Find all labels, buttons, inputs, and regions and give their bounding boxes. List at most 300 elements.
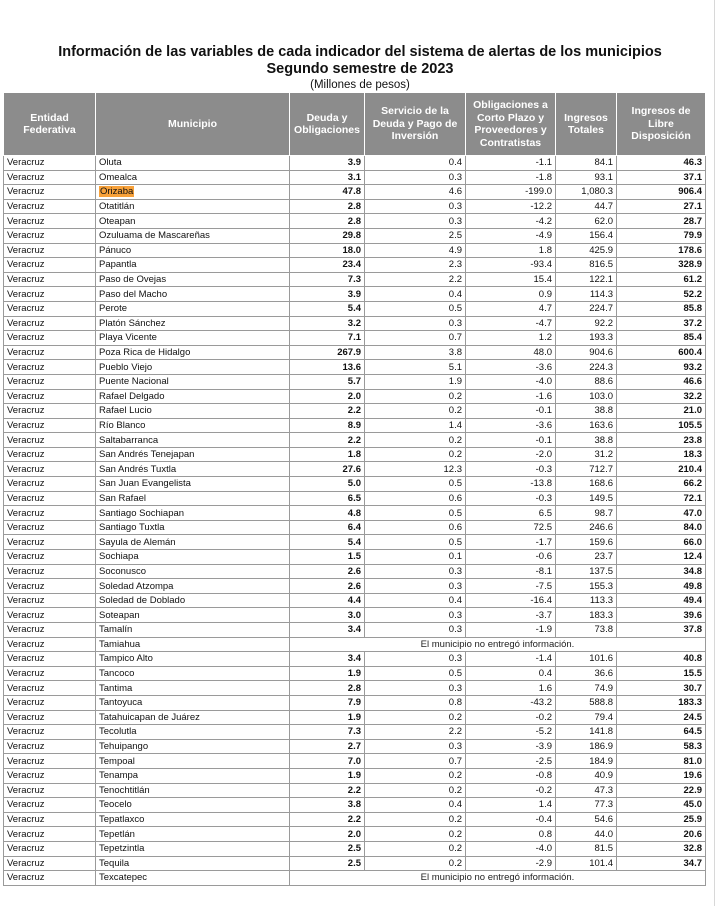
municipio-name: Santiago Sochiapan [99,507,185,519]
cell-ingresos-totales: 47.3 [556,783,617,798]
cell-entidad: Veracruz [4,754,96,769]
cell-deuda: 2.8 [290,214,365,229]
table-row [4,608,706,623]
table-row [4,170,706,185]
no-info-note: El municipio no entregó información. [290,637,706,652]
cell-entidad: Veracruz [4,841,96,856]
cell-ingresos-totales: 74.9 [556,681,617,696]
table-row [4,404,706,419]
cell-ingresos-libre: 52.2 [617,287,706,302]
cell-ingresos-libre: 85.4 [617,331,706,346]
cell-ingresos-libre: 85.8 [617,301,706,316]
cell-municipio [96,491,290,506]
table-row [4,695,706,710]
cell-municipio [96,345,290,360]
units-subtitle: (Millones de pesos) [310,79,410,91]
cell-entidad: Veracruz [4,593,96,608]
cell-deuda: 7.3 [290,272,365,287]
cell-municipio [96,477,290,492]
cell-deuda: 7.9 [290,695,365,710]
cell-entidad: Veracruz [4,433,96,448]
cell-obligaciones-cp: -3.6 [466,418,556,433]
cell-entidad: Veracruz [4,272,96,287]
cell-entidad: Veracruz [4,623,96,638]
cell-servicio-deuda: 3.8 [365,345,466,360]
cell-obligaciones-cp: 1.8 [466,243,556,258]
cell-municipio [96,608,290,623]
table-row [4,593,706,608]
cell-obligaciones-cp: 1.4 [466,798,556,813]
col-header-ingresos-totales: Ingresos Totales [556,93,617,156]
municipio-name: Oteapan [99,215,136,227]
cell-servicio-deuda: 0.7 [365,754,466,769]
table-body [4,156,706,886]
cell-municipio [96,462,290,477]
col-header-municipio: Municipio [96,93,290,156]
municipio-name: Tamalín [99,624,133,636]
table-row [4,623,706,638]
municipio-name: San Juan Evangelista [99,478,191,490]
cell-deuda: 2.2 [290,783,365,798]
cell-deuda: 1.9 [290,666,365,681]
cell-deuda: 2.5 [290,841,365,856]
cell-obligaciones-cp: -43.2 [466,695,556,710]
cell-ingresos-libre: 18.3 [617,447,706,462]
cell-municipio [96,360,290,375]
cell-deuda: 2.2 [290,404,365,419]
cell-servicio-deuda: 0.2 [365,856,466,871]
cell-ingresos-totales: 184.9 [556,754,617,769]
cell-entidad: Veracruz [4,389,96,404]
no-info-note: El municipio no entregó información. [290,871,706,886]
cell-municipio [96,506,290,521]
cell-servicio-deuda: 0.4 [365,287,466,302]
municipio-name: Tequila [99,857,130,869]
cell-ingresos-libre: 32.8 [617,841,706,856]
municipio-name: Rafael Lucio [99,405,152,417]
table-row [4,243,706,258]
cell-ingresos-totales: 98.7 [556,506,617,521]
cell-municipio [96,637,290,652]
col-header-obligaciones-cp: Obligaciones a Corto Plazo y Proveedores y Contratistas [466,93,556,156]
cell-deuda: 2.8 [290,681,365,696]
municipio-name: Texcatepec [99,872,148,884]
cell-ingresos-totales: 163.6 [556,418,617,433]
municipio-name: Tecolutla [99,726,137,738]
cell-ingresos-totales: 101.6 [556,652,617,667]
cell-servicio-deuda: 0.3 [365,652,466,667]
municipio-name: Omealca [99,171,138,183]
cell-obligaciones-cp: -1.6 [466,389,556,404]
cell-entidad: Veracruz [4,374,96,389]
cell-deuda: 3.4 [290,652,365,667]
cell-ingresos-libre: 72.1 [617,491,706,506]
cell-ingresos-libre: 906.4 [617,185,706,200]
municipio-name: Río Blanco [99,419,146,431]
cell-obligaciones-cp: -0.8 [466,768,556,783]
cell-obligaciones-cp: -0.4 [466,812,556,827]
cell-deuda: 29.8 [290,228,365,243]
cell-ingresos-totales: 103.0 [556,389,617,404]
cell-ingresos-libre: 178.6 [617,243,706,258]
cell-servicio-deuda: 0.3 [365,199,466,214]
cell-ingresos-libre: 27.1 [617,199,706,214]
cell-deuda: 3.1 [290,170,365,185]
cell-municipio [96,404,290,419]
cell-municipio [96,228,290,243]
cell-obligaciones-cp: 4.7 [466,301,556,316]
cell-ingresos-libre: 183.3 [617,695,706,710]
cell-entidad: Veracruz [4,287,96,302]
cell-obligaciones-cp: -2.9 [466,856,556,871]
cell-ingresos-libre: 46.3 [617,156,706,171]
cell-deuda: 4.8 [290,506,365,521]
cell-ingresos-totales: 54.6 [556,812,617,827]
cell-entidad: Veracruz [4,856,96,871]
table-row [4,199,706,214]
cell-entidad: Veracruz [4,418,96,433]
cell-deuda: 18.0 [290,243,365,258]
table-row [4,754,706,769]
table-row [4,564,706,579]
table-row [4,725,706,740]
table-row [4,768,706,783]
table-row [4,550,706,565]
table-row [4,360,706,375]
municipio-name: Pánuco [99,244,132,256]
cell-deuda: 2.8 [290,199,365,214]
cell-servicio-deuda: 0.2 [365,389,466,404]
cell-ingresos-libre: 49.4 [617,593,706,608]
cell-entidad: Veracruz [4,827,96,842]
table-row [4,258,706,273]
cell-servicio-deuda: 1.9 [365,374,466,389]
table-row [4,652,706,667]
table-row [4,666,706,681]
cell-municipio [96,156,290,171]
cell-servicio-deuda: 0.2 [365,710,466,725]
cell-entidad: Veracruz [4,447,96,462]
cell-deuda: 1.5 [290,550,365,565]
table-row [4,506,706,521]
cell-municipio [96,243,290,258]
cell-obligaciones-cp: -0.3 [466,491,556,506]
cell-ingresos-libre: 47.0 [617,506,706,521]
cell-entidad: Veracruz [4,301,96,316]
cell-ingresos-totales: 588.8 [556,695,617,710]
cell-obligaciones-cp: -4.0 [466,374,556,389]
cell-obligaciones-cp: -4.0 [466,841,556,856]
cell-servicio-deuda: 0.5 [365,535,466,550]
cell-ingresos-totales: 155.3 [556,579,617,594]
cell-municipio [96,827,290,842]
cell-ingresos-totales: 84.1 [556,156,617,171]
municipio-name: Teocelo [99,799,132,811]
cell-obligaciones-cp: -1.7 [466,535,556,550]
cell-ingresos-totales: 122.1 [556,272,617,287]
cell-deuda: 1.9 [290,768,365,783]
municipio-name: San Andrés Tuxtla [99,463,177,475]
table-row [4,798,706,813]
municipio-name: Tepatlaxco [99,814,145,826]
cell-deuda: 7.0 [290,754,365,769]
cell-servicio-deuda: 1.4 [365,418,466,433]
municipio-name: Paso de Ovejas [99,274,167,286]
cell-entidad: Veracruz [4,185,96,200]
cell-ingresos-totales: 425.9 [556,243,617,258]
cell-ingresos-totales: 159.6 [556,535,617,550]
cell-municipio [96,258,290,273]
cell-ingresos-totales: 224.3 [556,360,617,375]
col-header-deuda: Deuda y Obligaciones [290,93,365,156]
cell-municipio [96,725,290,740]
cell-servicio-deuda: 0.2 [365,404,466,419]
table-row [4,841,706,856]
municipio-name: Papantla [99,259,137,271]
cell-entidad: Veracruz [4,768,96,783]
cell-ingresos-libre: 22.9 [617,783,706,798]
cell-ingresos-libre: 23.8 [617,433,706,448]
cell-deuda: 2.7 [290,739,365,754]
table-row [4,316,706,331]
cell-deuda: 3.4 [290,623,365,638]
cell-servicio-deuda: 0.2 [365,783,466,798]
cell-municipio [96,579,290,594]
cell-municipio [96,214,290,229]
cell-ingresos-libre: 81.0 [617,754,706,769]
table-row [4,681,706,696]
cell-entidad: Veracruz [4,695,96,710]
cell-deuda: 5.4 [290,301,365,316]
cell-servicio-deuda: 0.3 [365,739,466,754]
cell-ingresos-libre: 28.7 [617,214,706,229]
cell-ingresos-totales: 93.1 [556,170,617,185]
cell-servicio-deuda: 0.6 [365,520,466,535]
municipio-name: Soledad de Doblado [99,595,186,607]
cell-municipio [96,695,290,710]
cell-ingresos-totales: 149.5 [556,491,617,506]
cell-ingresos-libre: 64.5 [617,725,706,740]
table-row [4,228,706,243]
cell-obligaciones-cp: -1.4 [466,652,556,667]
cell-entidad: Veracruz [4,798,96,813]
cell-servicio-deuda: 0.3 [365,316,466,331]
cell-municipio [96,447,290,462]
table-row [4,433,706,448]
cell-entidad: Veracruz [4,666,96,681]
cell-entidad: Veracruz [4,404,96,419]
municipio-name: Perote [99,303,127,315]
cell-entidad: Veracruz [4,579,96,594]
cell-municipio [96,783,290,798]
cell-ingresos-totales: 77.3 [556,798,617,813]
cell-municipio [96,666,290,681]
cell-entidad: Veracruz [4,462,96,477]
cell-entidad: Veracruz [4,506,96,521]
cell-servicio-deuda: 0.3 [365,623,466,638]
municipio-name: Soteapan [99,609,140,621]
cell-ingresos-totales: 904.6 [556,345,617,360]
cell-servicio-deuda: 0.2 [365,841,466,856]
table-row [4,579,706,594]
cell-obligaciones-cp: 1.6 [466,681,556,696]
municipio-name: Pueblo Viejo [99,361,153,373]
municipio-name: Tenampa [99,770,139,782]
table-row [4,287,706,302]
cell-deuda: 2.6 [290,579,365,594]
cell-servicio-deuda: 0.5 [365,301,466,316]
cell-entidad: Veracruz [4,710,96,725]
cell-servicio-deuda: 0.5 [365,666,466,681]
municipio-name: Playa Vicente [99,332,157,344]
cell-municipio [96,535,290,550]
cell-deuda: 2.6 [290,564,365,579]
cell-deuda: 3.2 [290,316,365,331]
cell-servicio-deuda: 2.3 [365,258,466,273]
municipio-name: Tempoal [99,755,135,767]
cell-deuda: 27.6 [290,462,365,477]
cell-ingresos-libre: 105.5 [617,418,706,433]
municipio-name: Sayula de Alemán [99,536,176,548]
cell-servicio-deuda: 0.2 [365,768,466,783]
cell-entidad: Veracruz [4,550,96,565]
cell-entidad: Veracruz [4,316,96,331]
cell-obligaciones-cp: -3.6 [466,360,556,375]
cell-obligaciones-cp: 1.2 [466,331,556,346]
municipio-name: Tantoyuca [99,697,143,709]
indicators-table [3,92,706,886]
cell-obligaciones-cp: 0.4 [466,666,556,681]
cell-obligaciones-cp: 48.0 [466,345,556,360]
cell-servicio-deuda: 0.5 [365,477,466,492]
cell-entidad: Veracruz [4,608,96,623]
cell-obligaciones-cp: 0.8 [466,827,556,842]
cell-deuda: 2.0 [290,827,365,842]
cell-municipio [96,768,290,783]
cell-municipio [96,564,290,579]
cell-deuda: 7.1 [290,331,365,346]
table-row [4,462,706,477]
cell-municipio [96,681,290,696]
cell-municipio [96,170,290,185]
cell-ingresos-libre: 79.9 [617,228,706,243]
cell-entidad: Veracruz [4,681,96,696]
cell-municipio [96,199,290,214]
cell-ingresos-libre: 39.6 [617,608,706,623]
table-row [4,520,706,535]
cell-ingresos-libre: 21.0 [617,404,706,419]
municipio-name: Rafael Delgado [99,390,165,402]
cell-ingresos-totales: 141.8 [556,725,617,740]
cell-ingresos-libre: 46.6 [617,374,706,389]
cell-deuda: 2.0 [290,389,365,404]
municipio-name: Saltabarranca [99,434,159,446]
report-title: Información de las variables de cada indicador del sistema de alertas de los municipios [58,44,662,60]
cell-obligaciones-cp: -0.3 [466,462,556,477]
cell-servicio-deuda: 4.9 [365,243,466,258]
cell-ingresos-totales: 62.0 [556,214,617,229]
cell-obligaciones-cp: -2.0 [466,447,556,462]
cell-obligaciones-cp: 15.4 [466,272,556,287]
cell-ingresos-libre: 37.2 [617,316,706,331]
cell-entidad: Veracruz [4,871,96,886]
cell-servicio-deuda: 0.1 [365,550,466,565]
municipio-name-highlighted: Orizaba [100,186,134,198]
col-header-ingresos-libre: Ingresos de Libre Disposición [617,93,706,156]
cell-entidad: Veracruz [4,535,96,550]
cell-obligaciones-cp: -93.4 [466,258,556,273]
cell-deuda: 3.0 [290,608,365,623]
cell-municipio [96,550,290,565]
cell-obligaciones-cp: -1.8 [466,170,556,185]
cell-entidad: Veracruz [4,477,96,492]
municipio-name: Sochiapa [99,551,139,563]
cell-servicio-deuda: 0.3 [365,564,466,579]
cell-obligaciones-cp: -0.1 [466,433,556,448]
table-row [4,156,706,171]
cell-municipio [96,331,290,346]
municipio-name: Soledad Atzompa [99,580,174,592]
cell-ingresos-libre: 61.2 [617,272,706,287]
cell-servicio-deuda: 0.4 [365,593,466,608]
cell-obligaciones-cp: -0.2 [466,783,556,798]
cell-municipio [96,520,290,535]
cell-ingresos-totales: 183.3 [556,608,617,623]
cell-obligaciones-cp: -4.7 [466,316,556,331]
cell-ingresos-libre: 49.8 [617,579,706,594]
cell-ingresos-totales: 113.3 [556,593,617,608]
cell-obligaciones-cp: -0.1 [466,404,556,419]
cell-servicio-deuda: 0.3 [365,170,466,185]
municipio-name: Tenochtitlán [99,784,150,796]
cell-ingresos-totales: 168.6 [556,477,617,492]
cell-entidad: Veracruz [4,520,96,535]
cell-servicio-deuda: 0.6 [365,491,466,506]
table-row [4,739,706,754]
cell-entidad: Veracruz [4,491,96,506]
table-row [4,447,706,462]
table-header-row [4,93,706,156]
cell-ingresos-libre: 25.9 [617,812,706,827]
municipio-name: Paso del Macho [99,288,168,300]
cell-municipio [96,389,290,404]
table-row [4,491,706,506]
table-row [4,345,706,360]
cell-ingresos-libre: 37.1 [617,170,706,185]
cell-obligaciones-cp: -12.2 [466,199,556,214]
cell-municipio [96,754,290,769]
cell-ingresos-libre: 93.2 [617,360,706,375]
cell-ingresos-totales: 40.9 [556,768,617,783]
cell-deuda: 2.5 [290,856,365,871]
cell-servicio-deuda: 0.3 [365,579,466,594]
cell-ingresos-libre: 210.4 [617,462,706,477]
cell-obligaciones-cp: -16.4 [466,593,556,608]
cell-ingresos-totales: 156.4 [556,228,617,243]
cell-obligaciones-cp: -4.2 [466,214,556,229]
cell-ingresos-totales: 137.5 [556,564,617,579]
table-row [4,389,706,404]
cell-ingresos-totales: 38.8 [556,433,617,448]
cell-ingresos-totales: 816.5 [556,258,617,273]
cell-deuda: 1.9 [290,710,365,725]
table-row [4,214,706,229]
cell-ingresos-totales: 193.3 [556,331,617,346]
cell-municipio [96,185,290,200]
cell-deuda: 2.2 [290,812,365,827]
cell-ingresos-libre: 34.8 [617,564,706,579]
cell-entidad: Veracruz [4,564,96,579]
